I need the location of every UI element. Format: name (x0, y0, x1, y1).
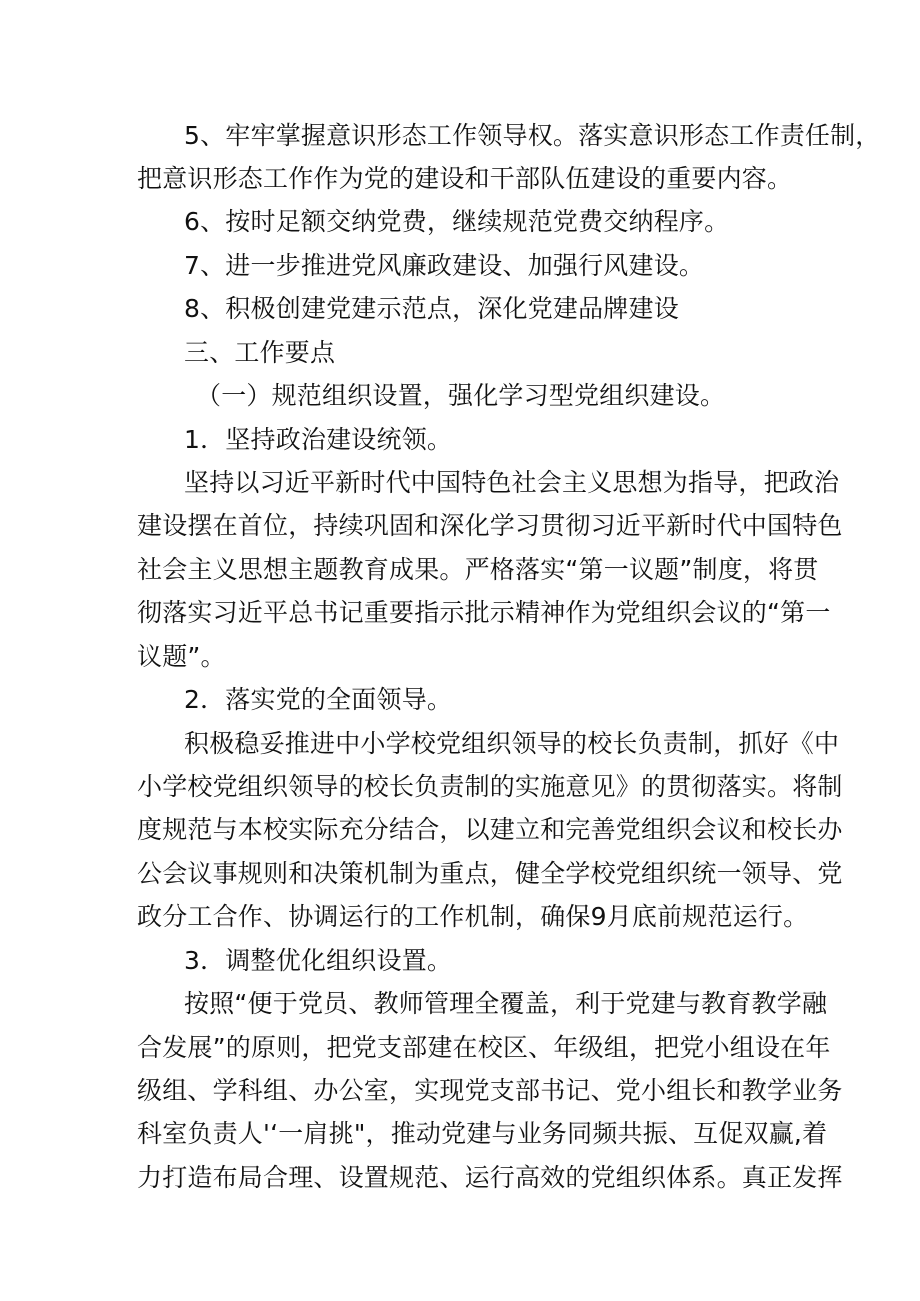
text-line: 公会议事规则和决策机制为重点，健全学校党组织统一领导、党 (137, 859, 843, 888)
text-line: 7、进一步推进党风廉政建设、加强行风建设。 (184, 251, 705, 280)
subsection-heading: （一）规范组织设置，强化学习型党组织建设。 (196, 381, 726, 410)
text-line: 科室负责人'‘一肩挑"，推动党建与业务同频共振、互促双赢,着 (137, 1119, 828, 1148)
text-line: 度规范与本校实际充分结合，以建立和完善党组织会议和校长办 (137, 815, 843, 844)
text-line: 政分工合作、协调运行的工作机制，确保9月底前规范运行。 (137, 902, 809, 931)
text-line: 建设摆在首位，持续巩固和深化学习贯彻习近平新时代中国特色 (137, 511, 843, 540)
text-line: 按照“便于党员、教师管理全覆盖，利于党建与教育教学融 (184, 989, 828, 1018)
text-line: 小学校党组织领导的校长负责制的实施意见》的贯彻落实。将制 (137, 772, 843, 801)
text-line: 8、积极创建党建示范点，深化党建品牌建设 (184, 294, 679, 323)
text-line: 力打造布局合理、设置规范、运行高效的党组织体系。真正发挥 (137, 1163, 843, 1192)
item-heading: 2．落实党的全面领导。 (184, 685, 453, 714)
text-line: 把意识形态工作作为党的建设和干部队伍建设的重要内容。 (137, 164, 793, 193)
text-line: 议题”。 (137, 642, 226, 671)
text-line: 6、按时足额交纳党费，继续规范党费交纳程序。 (184, 207, 730, 236)
text-line: 社会主义思想主题教育成果。严格落实“第一议题”制度，将贯 (137, 555, 819, 584)
text-line: 级组、学科组、办公室，实现党支部书记、党小组长和教学业务 (137, 1076, 843, 1105)
section-heading: 三、工作要点 (184, 338, 336, 367)
text-line: 坚持以习近平新时代中国特色社会主义思想为指导，把政治 (184, 468, 840, 497)
item-heading: 1．坚持政治建设统领。 (184, 425, 453, 454)
text-line: 合发展”的原则，把党支部建在校区、年级组，把党小组设在年 (137, 1033, 831, 1062)
text-line: 5、牢牢掌握意识形态工作领导权。落实意识形态工作责任制， (184, 121, 881, 150)
item-heading: 3．调整优化组织设置。 (184, 946, 453, 975)
text-line: 积极稳妥推进中小学校党组织领导的校长负责制，抓好《中 (184, 729, 840, 758)
text-line: 彻落实习近平总书记重要指示批示精神作为党组织会议的“第一 (137, 598, 831, 627)
